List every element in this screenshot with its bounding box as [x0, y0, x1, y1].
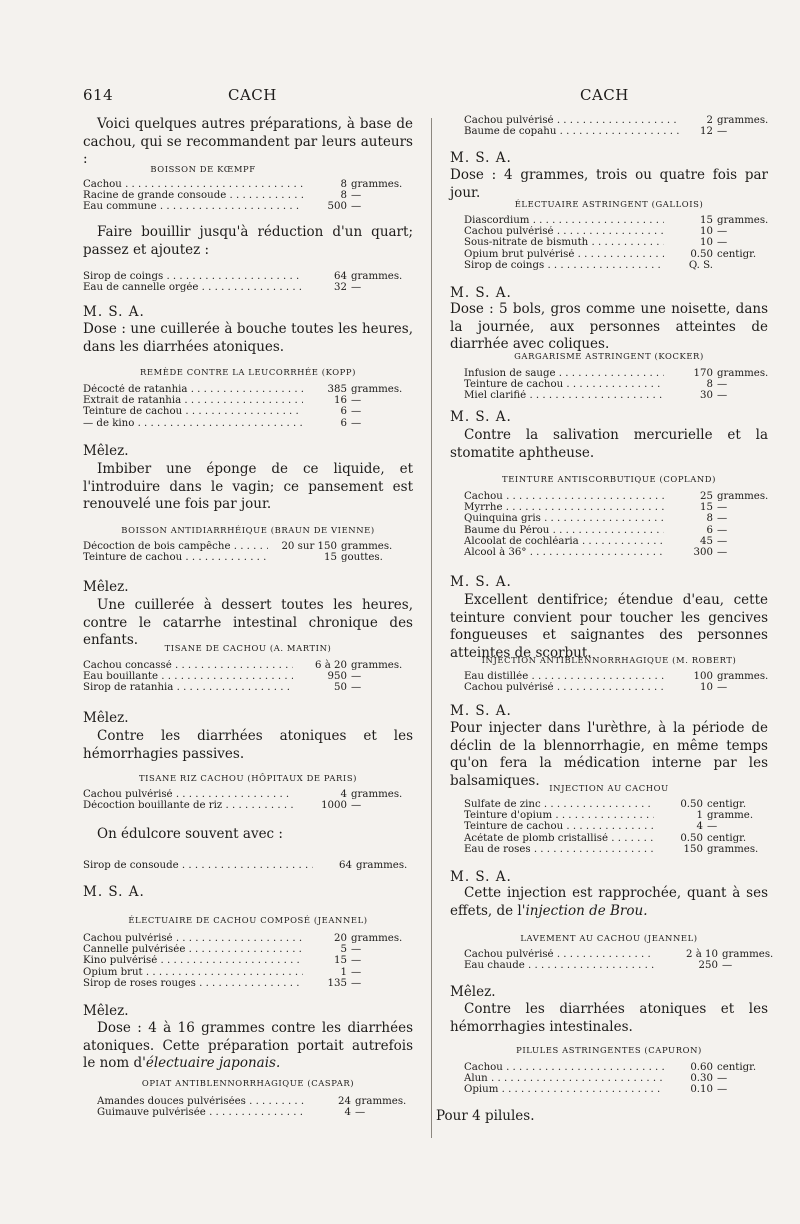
ingredient-name: Sous-nitrate de bismuth . . .	[464, 237, 664, 248]
recipe-row	[83, 660, 406, 671]
ingredient-name: Eau bouillante . . .	[83, 671, 293, 682]
recipe-row	[83, 541, 401, 552]
heading-gargarisme-kocker: GARGARISME ASTRINGENT (KOCKER)	[514, 351, 704, 361]
paragraph-dose-4a16	[83, 1020, 413, 1073]
ingredient-unit: —	[717, 682, 728, 694]
ingredient-unit: —	[717, 547, 728, 559]
ingredient-unit: —	[717, 226, 728, 238]
msa-label: M. S. A.	[450, 574, 512, 590]
ingredient-quantity: 0.10	[690, 1084, 713, 1096]
paragraph-excellent: Excellent dentifrice; étendue d'eau, cette teinture convient pour toucher les gencives fongueuses et saignantes des personnes atteintes de scorbut.	[450, 592, 768, 661]
heading-electuaire-jeannel: ÉLECTUAIRE DE CACHOU COMPOSÉ (JEANNEL)	[128, 915, 368, 925]
ingredient-quantity: 64	[334, 271, 347, 282]
ingredient-unit: grammes.	[717, 671, 769, 682]
ingredient-name: Diascordium . . .	[464, 215, 664, 226]
ingredient-quantity: 1000	[321, 800, 347, 812]
ingredient-unit: gramme.	[707, 810, 754, 822]
ingredient-quantity: 0.30	[690, 1073, 713, 1085]
ingredient-unit: centigr.	[717, 248, 757, 260]
recipe-row	[464, 949, 782, 960]
ingredient-quantity: 16	[334, 395, 347, 407]
ingredient-quantity: 10	[700, 226, 713, 238]
ingredient-unit: —	[722, 960, 733, 972]
recipe-row	[464, 115, 772, 126]
ingredient-quantity: 10	[700, 237, 713, 249]
running-title-right: CACH	[580, 86, 629, 104]
ingredient-unit: —	[717, 1084, 728, 1096]
recipe-row	[464, 491, 777, 502]
recipe-row	[464, 525, 777, 536]
ingredient-name: Cachou pulvérisé . . .	[464, 949, 654, 960]
recipe-injection-robert	[464, 671, 777, 693]
paragraph-contre-salivation: Contre la salivation mercurielle et la stomatite aphtheuse.	[450, 427, 768, 461]
recipe-injection-cachou	[464, 799, 767, 855]
ingredient-unit: grammes.	[717, 368, 769, 379]
melez-label: Mêlez.	[83, 443, 129, 459]
msa-label: M. S. A.	[450, 409, 512, 425]
msa-label: M. S. A.	[450, 703, 512, 719]
recipe-row	[464, 799, 767, 810]
recipe-tisane-riz	[83, 789, 406, 811]
ingredient-unit: —	[717, 502, 728, 514]
ingredient-unit: grammes.	[351, 384, 403, 395]
ingredient-unit: —	[351, 800, 362, 812]
recipe-teinture-copland	[464, 491, 777, 558]
ingredient-name: Cachou . . .	[464, 1062, 664, 1073]
paragraph-cuilleree: Une cuillerée à dessert toutes les heures, contre le catarrhe intestinal chronique des enfants.	[83, 597, 413, 648]
recipe-row	[464, 368, 777, 379]
ingredient-quantity: 20	[334, 933, 347, 944]
ingredient-unit: —	[717, 513, 728, 525]
ingredient-quantity: 150	[683, 843, 703, 855]
ingredient-name: Eau commune . . .	[83, 201, 303, 212]
ingredient-quantity: 4	[696, 821, 703, 833]
ingredient-name: Opium brut . . .	[83, 967, 303, 978]
ingredient-unit: —	[351, 671, 362, 683]
recipe-boisson-braun	[83, 541, 401, 563]
recipe-row	[464, 536, 777, 547]
recipe-row	[97, 1107, 410, 1118]
ingredient-quantity: 5	[340, 944, 347, 956]
recipe-row	[83, 201, 406, 212]
ingredient-name: Teinture de cachou . . .	[83, 552, 268, 563]
ingredient-quantity: 10	[700, 682, 713, 694]
msa-label: M. S. A.	[83, 304, 145, 320]
heading-lavement-jeannel: LAVEMENT AU CACHOU (JEANNEL)	[520, 933, 698, 943]
melez-label: Mêlez.	[83, 710, 129, 726]
recipe-row	[464, 960, 782, 971]
recipe-row	[83, 967, 406, 978]
heading-boisson-kaempf: BOISSON DE KŒMPF	[150, 164, 256, 174]
heading-opiat-caspar: OPIAT ANTIBLENNORRHAGIQUE (CASPAR)	[141, 1078, 355, 1088]
ingredient-name: Racine de grande consoude . . .	[83, 190, 303, 201]
ingredient-quantity: 385	[327, 384, 347, 395]
ingredient-name: Sulfate de zinc . . .	[464, 799, 654, 810]
ingredient-quantity: 170	[693, 368, 713, 379]
dose-paragraph: Dose : une cuillerée à bouche toutes les heures, dans les diarrhées atoniques.	[83, 321, 413, 355]
ingredient-name: Teinture de cachou . . .	[464, 379, 664, 390]
ingredient-name: Sirop de ratanhia . . .	[83, 682, 293, 693]
recipe-row	[464, 260, 777, 271]
heading-remede-leucorrhee: REMÈDE CONTRE LA LEUCORRHÉE (KOPP)	[139, 367, 357, 377]
ingredient-unit: grammes.	[722, 949, 774, 960]
ingredient-quantity: 950	[327, 671, 347, 683]
page-number: 614	[83, 86, 114, 104]
ingredient-unit: grammes.	[717, 215, 769, 226]
ingredient-unit: —	[351, 406, 362, 418]
ingredient-unit: grammes.	[707, 843, 759, 855]
running-title-left: CACH	[228, 86, 277, 104]
ingredient-quantity: 15	[334, 955, 347, 967]
ingredient-quantity: 0.50	[680, 799, 703, 810]
cette-injection-text: Cette injection est rapprochée, quant à ses effets, de l'	[450, 885, 768, 919]
recipe-row	[83, 671, 406, 682]
paragraph-contre-intestinales: Contre les diarrhées atoniques et les hémorrhagies intestinales.	[450, 1001, 768, 1035]
recipe-row	[464, 671, 777, 682]
ingredient-name: Eau chaude . . .	[464, 960, 654, 971]
ingredient-quantity: 4	[344, 1107, 351, 1119]
recipe-row	[464, 1062, 777, 1073]
ingredient-name: Cachou concassé . . .	[83, 660, 293, 671]
ingredient-name: Sirop de coings . . .	[464, 260, 664, 271]
ingredient-name: Cachou pulvérisé . . .	[464, 115, 679, 126]
recipe-row	[464, 226, 777, 237]
ingredient-quantity: 15	[324, 552, 337, 564]
ingredient-unit: —	[717, 237, 728, 249]
recipe-row	[83, 406, 406, 417]
recipe-row	[464, 1073, 777, 1084]
recipe-opiat-caspar	[97, 1096, 410, 1118]
recipe-row	[83, 190, 406, 201]
msa-label: M. S. A.	[450, 869, 512, 885]
ingredient-name: Décoction de bois campêche . . .	[83, 541, 268, 552]
injection-brou-italic: injection de Brou.	[525, 902, 648, 919]
recipe-gargarisme-kocker	[464, 368, 777, 402]
ingredient-name: Alcool à 36° . . .	[464, 547, 664, 558]
ingredient-name: Opium brut pulvérisé . . .	[464, 249, 664, 260]
heading-boisson-braun: BOISSON ANTIDIARRHÉIQUE (BRAUN DE VIENNE)	[121, 525, 375, 535]
ingredient-name: Acétate de plomb cristallisé . . .	[464, 833, 654, 844]
ingredient-quantity: 45	[700, 535, 713, 547]
ingredient-quantity: 64	[339, 860, 352, 871]
ingredient-unit: —	[351, 395, 362, 407]
recipe-row	[83, 271, 406, 282]
recipe-pilules-capuron	[464, 1062, 777, 1096]
heading-tisane-martin: TISANE DE CACHOU (A. MARTIN)	[164, 643, 332, 653]
ingredient-unit: grammes.	[355, 1096, 407, 1107]
recipe-row	[464, 502, 777, 513]
ingredient-name: Alun . . .	[464, 1073, 664, 1084]
ingredient-name: Kino pulvérisé . . .	[83, 955, 303, 966]
ingredient-unit: centigr.	[707, 832, 747, 844]
ingredient-name: Teinture de cachou . . .	[464, 821, 654, 832]
dose-paragraph: Dose : 5 bols, gros comme une noisette, dans la journée, aux personnes atteintes de diarrhée avec coliques.	[450, 301, 768, 352]
ingredient-name: Eau de roses . . .	[464, 844, 654, 855]
ingredient-quantity: Q. S.	[688, 259, 713, 271]
ingredient-quantity: 50	[334, 682, 347, 694]
heading-injection-cachou: INJECTION AU CACHOU	[549, 783, 669, 793]
ingredient-quantity: 6 à 20	[315, 660, 347, 671]
melez-label: Mêlez.	[83, 579, 129, 595]
ingredient-name: Eau distillée . . .	[464, 671, 664, 682]
ingredient-name: Quinquina gris . . .	[464, 513, 664, 524]
intro-paragraph: Voici quelques autres préparations, à base de cachou, qui se recommandent par leurs auteurs :	[83, 116, 413, 167]
ingredient-name: — de kino . . .	[83, 418, 303, 429]
dose-paragraph: Dose : 4 grammes, trois ou quatre fois par jour.	[450, 167, 768, 201]
ingredient-unit: —	[351, 944, 362, 956]
ingredient-unit: centigr.	[707, 799, 747, 810]
ingredient-unit: —	[355, 1107, 366, 1119]
ingredient-name: Cachou pulvérisé . . .	[464, 226, 664, 237]
ingredient-name: Alcoolat de cochléaria . . .	[464, 536, 664, 547]
ingredient-unit: —	[351, 417, 362, 429]
ingredient-unit: grammes.	[351, 789, 403, 800]
ingredient-quantity: 6	[706, 524, 713, 536]
ingredient-unit: grammes.	[351, 271, 403, 282]
recipe-row	[83, 395, 406, 406]
ingredient-quantity: 0.50	[680, 832, 703, 844]
ingredient-unit: grammes.	[341, 541, 393, 552]
msa-label: M. S. A.	[83, 884, 145, 900]
ingredient-name: Baume du Pérou . . .	[464, 525, 664, 536]
ingredient-quantity: 2 à 10	[686, 949, 718, 960]
ingredient-quantity: 20 sur 150	[281, 541, 337, 552]
recipe-tisane-martin	[83, 660, 406, 694]
recipe-row	[83, 682, 406, 693]
heading-electuaire-gallois: ÉLECTUAIRE ASTRINGENT (GALLOIS)	[514, 199, 704, 209]
ingredient-name: Teinture de cachou . . .	[83, 406, 303, 417]
ingredient-quantity: 25	[700, 491, 713, 502]
recipe-row	[464, 821, 767, 832]
ingredient-quantity: 15	[700, 215, 713, 226]
ingredient-unit: grammes.	[717, 115, 769, 126]
ingredient-name: Cachou pulvérisé . . .	[83, 789, 293, 800]
recipe-remede-leucorrhee	[83, 384, 406, 429]
recipe-row	[83, 552, 401, 563]
ingredient-name: Infusion de sauge . . .	[464, 368, 664, 379]
ingredient-name: Amandes douces pulvérisées . . .	[97, 1096, 307, 1107]
ingredient-name: Cachou . . .	[83, 179, 303, 190]
recipe-row	[464, 379, 777, 390]
ingredient-name: Extrait de ratanhia . . .	[83, 395, 303, 406]
paragraph-pour-pilules: Pour 4 pilules.	[436, 1108, 535, 1124]
ingredient-quantity: 8	[340, 179, 347, 190]
recipe-row	[464, 215, 777, 226]
ingredient-name: Sirop de coings . . .	[83, 271, 303, 282]
ingredient-quantity: 2	[706, 115, 713, 126]
ingredient-unit: grammes.	[351, 660, 403, 671]
ingredient-unit: —	[351, 190, 362, 202]
ingredient-name: Sirop de roses rouges . . .	[83, 978, 303, 989]
recipe-row	[83, 800, 406, 811]
ingredient-quantity: 135	[327, 977, 347, 989]
recipe-continued	[464, 115, 772, 137]
ingredient-quantity: 8	[706, 379, 713, 391]
recipe-row	[83, 860, 411, 871]
ingredient-unit: grammes.	[351, 933, 403, 944]
ingredient-name: Miel clarifié . . .	[464, 390, 664, 401]
recipe-row	[83, 789, 406, 800]
ingredient-unit: —	[717, 524, 728, 536]
electuaire-japonais-italic: électuaire japonais.	[145, 1055, 281, 1071]
ingredient-unit: —	[351, 966, 362, 978]
recipe-row	[464, 1084, 777, 1095]
ingredient-unit: —	[351, 977, 362, 989]
heading-injection-robert: INJECTION ANTIBLENNORRHAGIQUE (M. ROBERT)	[481, 655, 737, 665]
ingredient-name: Sirop de consoude . . .	[83, 860, 313, 871]
ingredient-quantity: 500	[327, 201, 347, 213]
recipe-row	[464, 390, 777, 401]
dose-text: Dose : 4 à 16 grammes contre les diarrhées atoniques. Cette préparation portait autrefois le nom d'	[83, 1020, 413, 1071]
ingredient-quantity: 32	[334, 282, 347, 294]
ingredient-unit: —	[717, 535, 728, 547]
recipe-row	[83, 179, 406, 190]
recipe-boisson-kaempf	[83, 179, 406, 213]
column-divider	[431, 118, 432, 1138]
recipe-row	[83, 978, 406, 989]
recipe-row	[83, 418, 406, 429]
ingredient-quantity: 100	[693, 671, 713, 682]
recipe-row	[464, 249, 777, 260]
ingredient-quantity: 6	[340, 417, 347, 429]
recipe-row	[464, 844, 767, 855]
ingredient-quantity: 1	[340, 966, 347, 978]
ingredient-unit: grammes.	[356, 860, 408, 871]
ingredient-unit: gouttes.	[341, 552, 383, 564]
ingredient-unit: —	[351, 955, 362, 967]
paragraph-faire-bouillir: Faire bouillir jusqu'à réduction d'un quart; passez et ajoutez :	[83, 224, 413, 258]
recipe-row	[83, 955, 406, 966]
recipe-row	[464, 810, 767, 821]
recipe-electuaire-gallois	[464, 215, 777, 271]
ingredient-quantity: 0.50	[690, 248, 713, 260]
melez-label: Mêlez.	[450, 984, 496, 1000]
ingredient-quantity: 24	[338, 1096, 351, 1107]
ingredient-quantity: 30	[700, 390, 713, 402]
ingredient-unit: —	[351, 282, 362, 294]
ingredient-unit: —	[717, 126, 728, 138]
recipe-sirop-consoude	[83, 860, 411, 871]
ingredient-quantity: 0.60	[690, 1062, 713, 1073]
ingredient-name: Baume de copahu . . .	[464, 126, 679, 137]
ingredient-quantity: 12	[700, 126, 713, 138]
ingredient-unit	[713, 260, 777, 271]
paragraph-imbiber: Imbiber une éponge de ce liquide, et l'introduire dans le vagin; ce pansement est renouvelé une fois par jour.	[83, 461, 413, 512]
recipe-row	[464, 833, 767, 844]
recipe-row	[464, 513, 777, 524]
recipe-row	[83, 944, 406, 955]
ingredient-unit: centigr.	[717, 1062, 757, 1073]
ingredient-name: Guimauve pulvérisée . . .	[97, 1107, 307, 1118]
ingredient-quantity: 6	[340, 406, 347, 418]
paragraph-pour-injecter: Pour injecter dans l'urèthre, à la période de déclin de la blennorrhagie, en même temps qu'on fera la médication interne par les balsamiques.	[450, 720, 768, 789]
ingredient-name: Teinture d'opium . . .	[464, 810, 654, 821]
ingredient-quantity: 1	[696, 810, 703, 822]
recipe-row	[464, 547, 777, 558]
paragraph-cette-injection	[450, 885, 768, 920]
recipe-lavement-jeannel	[464, 949, 782, 971]
ingredient-unit: grammes.	[717, 491, 769, 502]
recipe-row	[83, 282, 406, 293]
ingredient-quantity: 4	[340, 789, 347, 800]
paragraph-contre-passives: Contre les diarrhées atoniques et les hémorrhagies passives.	[83, 728, 413, 762]
heading-tisane-riz: TISANE RIZ CACHOU (HÔPITAUX DE PARIS)	[138, 773, 358, 783]
heading-teinture-copland: TEINTURE ANTISCORBUTIQUE (COPLAND)	[502, 474, 716, 484]
recipe-row	[464, 237, 777, 248]
ingredient-name: Myrrhe . . .	[464, 502, 664, 513]
recipe-row	[83, 933, 406, 944]
ingredient-name: Cachou . . .	[464, 491, 664, 502]
ingredient-name: Cachou pulvérisé . . .	[464, 682, 664, 693]
recipe-electuaire-jeannel	[83, 933, 406, 989]
melez-label: Mêlez.	[83, 1003, 129, 1019]
ingredient-name: Décoction bouillante de riz . . .	[83, 800, 293, 811]
ingredient-quantity: 8	[706, 513, 713, 525]
ingredient-unit: —	[707, 821, 718, 833]
ingredient-unit: —	[717, 379, 728, 391]
paragraph-edulcore: On édulcore souvent avec :	[97, 826, 283, 842]
ingredient-unit: —	[717, 1073, 728, 1085]
recipe-sirop-coings	[83, 271, 406, 293]
ingredient-quantity: 250	[698, 960, 718, 972]
ingredient-quantity: 8	[340, 190, 347, 202]
ingredient-name: Cannelle pulvérisée . . .	[83, 944, 303, 955]
msa-label: M. S. A.	[450, 285, 512, 301]
msa-label: M. S. A.	[450, 150, 512, 166]
recipe-row	[464, 682, 777, 693]
ingredient-name: Opium . . .	[464, 1084, 664, 1095]
ingredient-quantity: 15	[700, 502, 713, 514]
ingredient-name: Décocté de ratanhia . . .	[83, 384, 303, 395]
recipe-row	[464, 126, 772, 137]
ingredient-unit: —	[351, 682, 362, 694]
ingredient-quantity: 300	[693, 547, 713, 559]
heading-pilules-capuron: PILULES ASTRINGENTES (CAPURON)	[516, 1045, 702, 1055]
ingredient-unit: grammes.	[351, 179, 403, 190]
ingredient-name: Eau de cannelle orgée . . .	[83, 282, 303, 293]
ingredient-name: Cachou pulvérisé . . .	[83, 933, 303, 944]
ingredient-unit: —	[717, 390, 728, 402]
recipe-row	[97, 1096, 410, 1107]
ingredient-unit: —	[351, 201, 362, 213]
recipe-row	[83, 384, 406, 395]
